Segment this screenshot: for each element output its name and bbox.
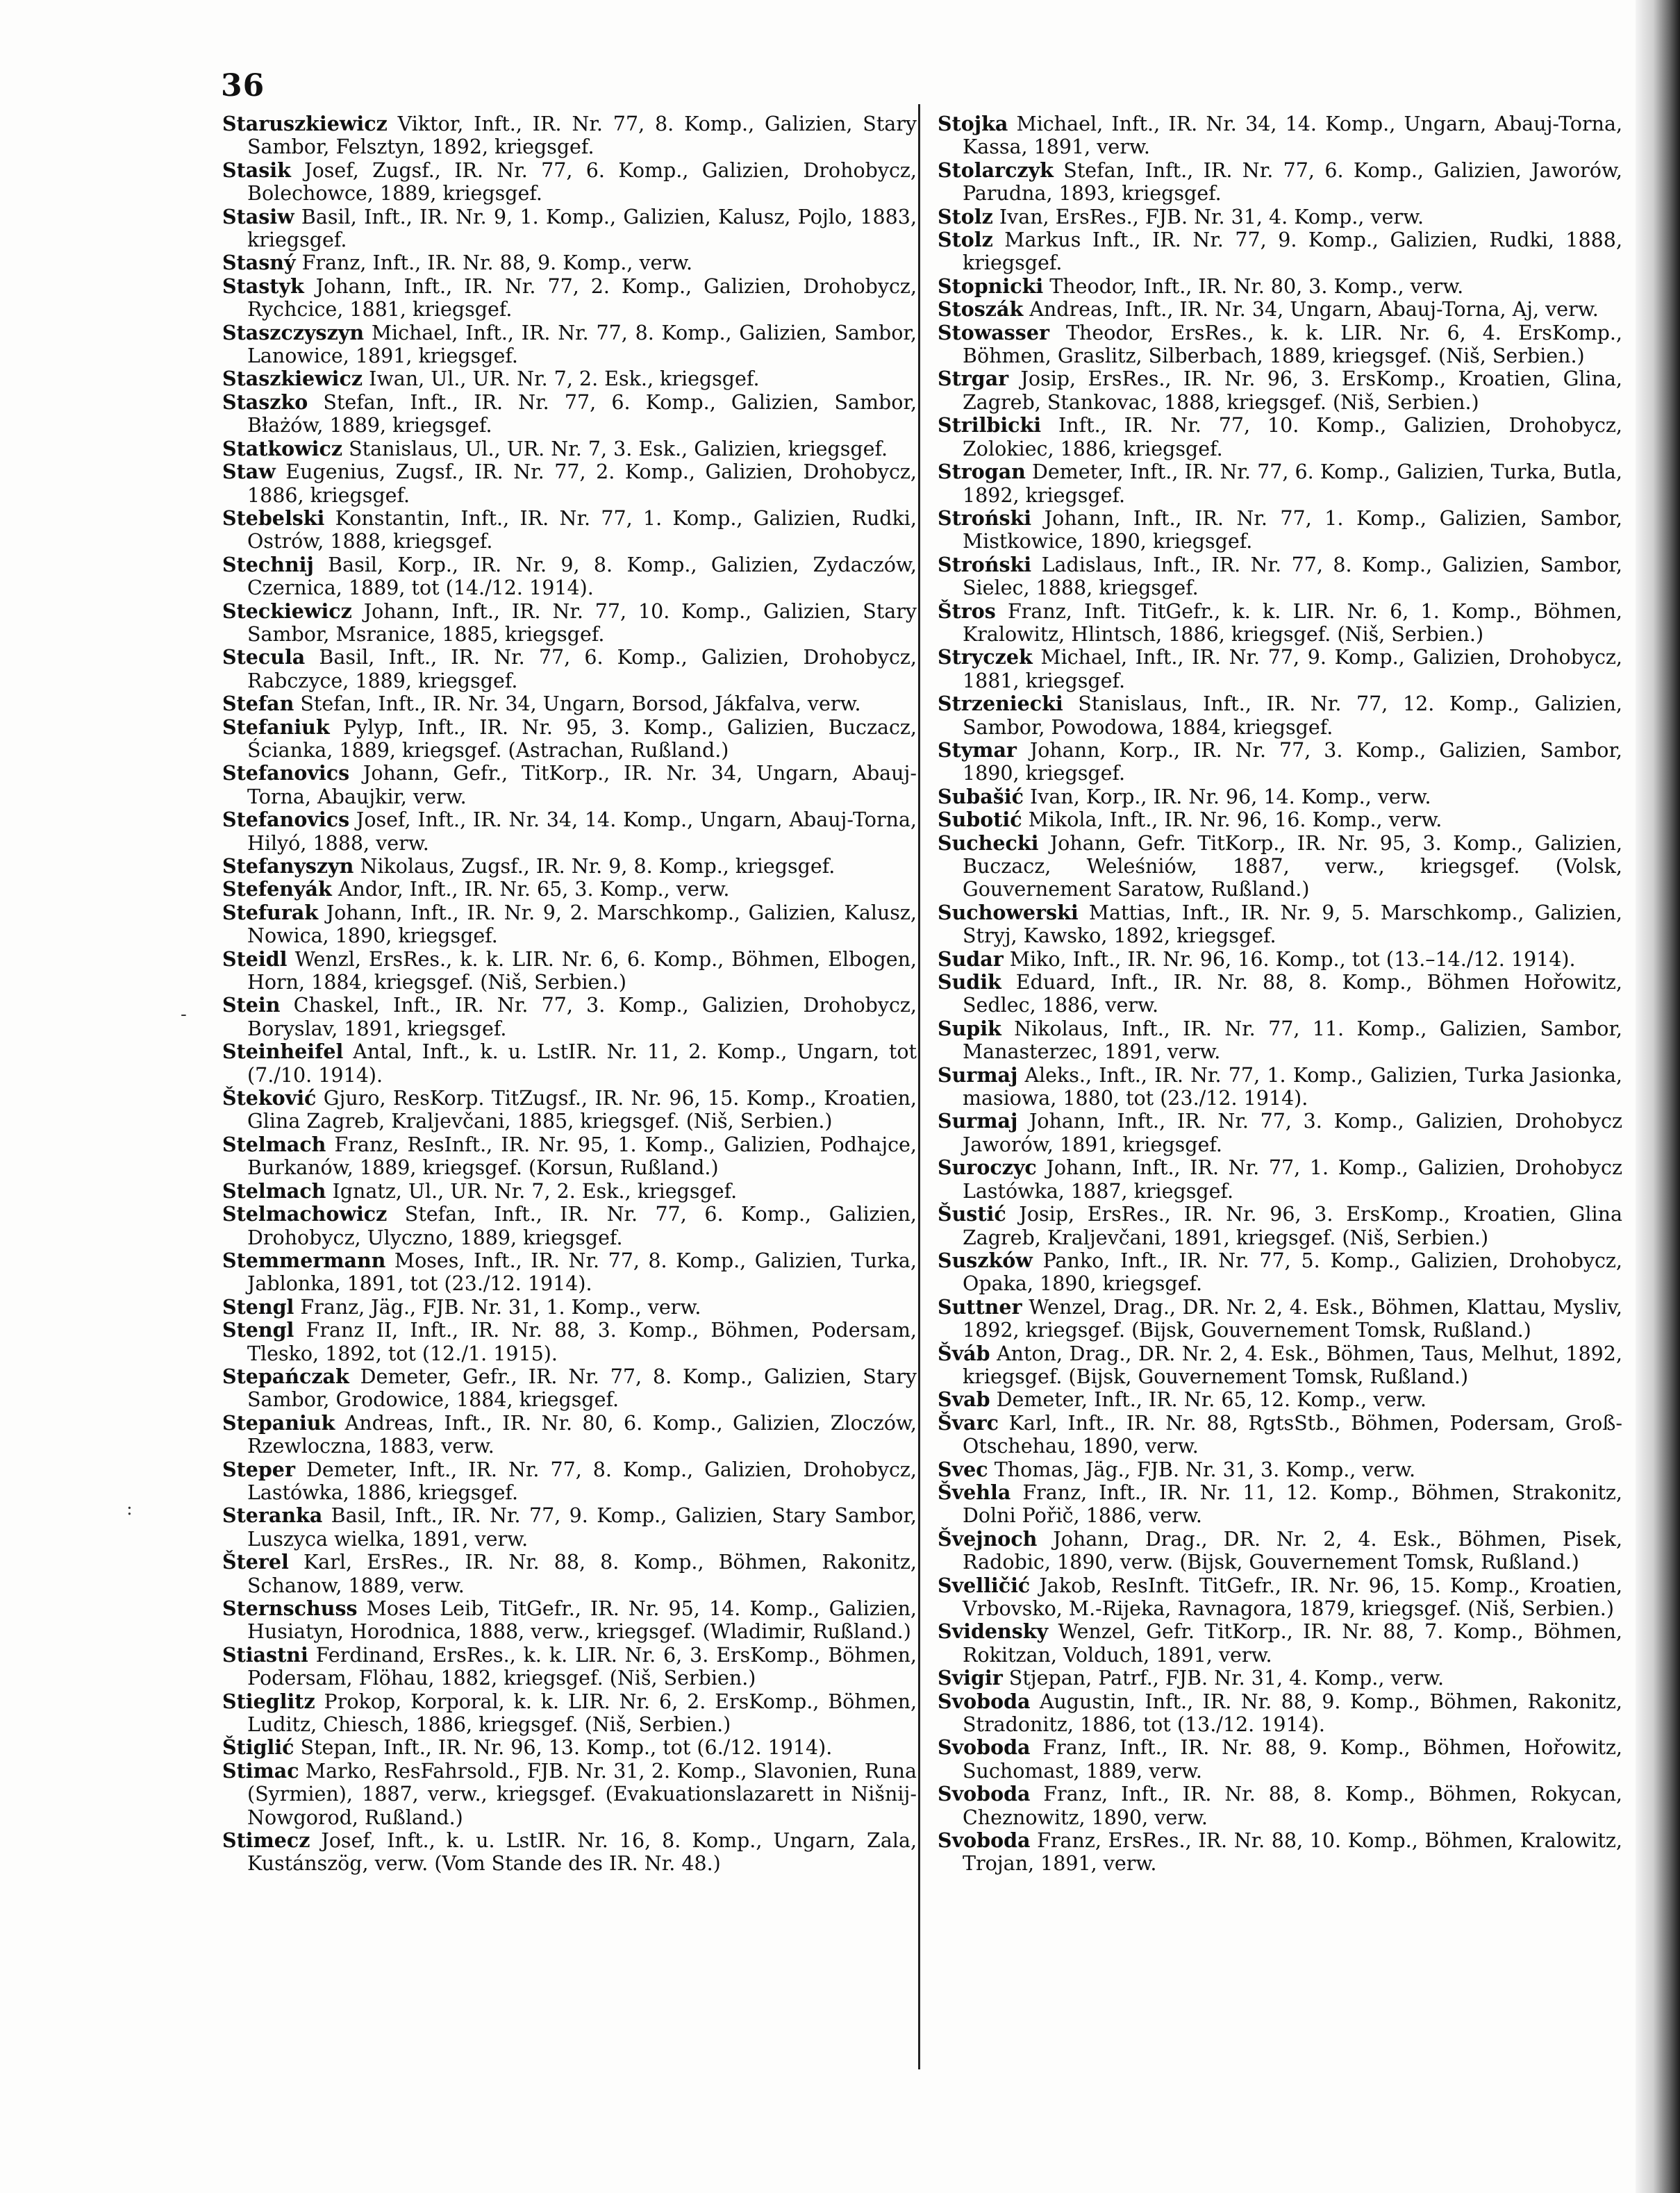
entry-surname: Stroński	[938, 506, 1032, 530]
register-entry	[938, 1690, 1622, 1737]
entry-details: Michael, Inft., IR. Nr. 77, 8. Komp., Galizien, Sambor, Lanowice, 1891, kriegsgef.	[247, 321, 917, 368]
entry-details: Miko, Inft., IR. Nr. 96, 16. Komp., tot (13.–14./12. 1914).	[1003, 947, 1576, 971]
entry-details: Stefan, Inft., IR. Nr. 77, 6. Komp., Galizien, Drohobycz, Ulyczno, 1889, kriegsgef.	[247, 1203, 917, 1249]
register-entry	[938, 159, 1622, 206]
register-entry	[938, 692, 1622, 739]
entry-surname: Stefaniuk	[222, 715, 330, 739]
entry-surname: Stiastni	[222, 1642, 308, 1667]
entry-surname: Stebelski	[222, 506, 325, 530]
entry-surname: Statkowicz	[222, 436, 343, 460]
entry-details: Iwan, Ul., UR. Nr. 7, 2. Esk., kriegsgef.	[363, 367, 760, 391]
entry-details: Prokop, Korporal, k. k. LIR. Nr. 6, 2. ErsKomp., Böhmen, Luditz, Chiesch, 1886, kriegsgef. (Niš, Serbien.)	[247, 1690, 917, 1737]
entry-details: Ivan, Korp., IR. Nr. 96, 14. Komp., verw.	[1023, 785, 1431, 808]
register-entry	[222, 762, 917, 808]
entry-details: Stefan, Inft., IR. Nr. 34, Ungarn, Borsod, Jákfalva, verw.	[294, 692, 861, 716]
margin-mark: :	[126, 1499, 133, 1519]
entry-details: Michael, Inft., IR. Nr. 77, 9. Komp., Galizien, Drohobycz, 1881, kriegsgef.	[963, 646, 1622, 692]
entry-details: Stefan, Inft., IR. Nr. 77, 6. Komp., Galizien, Sambor, Błażów, 1889, kriegsgef.	[247, 390, 917, 437]
entry-surname: Šteković	[222, 1086, 317, 1110]
entry-details: Demeter, Gefr., IR. Nr. 77, 8. Komp., Galizien, Stary Sambor, Grodowice, 1884, kriegsgef.	[247, 1365, 917, 1412]
entry-details: Pylyp, Inft., IR. Nr. 95, 3. Komp., Galizien, Buczacz, Ścianka, 1889, kriegsgef. (Astrachan, Rußland.)	[247, 715, 917, 762]
entry-surname: Šterel	[222, 1550, 289, 1574]
register-entry	[938, 1156, 1622, 1203]
entry-details: Johann, Inft., IR. Nr. 77, 10. Komp., Galizien, Stary Sambor, Msranice, 1885, kriegsgef.	[247, 599, 917, 646]
register-entry	[938, 1017, 1622, 1064]
page-number: 36	[221, 68, 265, 103]
entry-details: Stanislaus, Inft., IR. Nr. 77, 12. Komp., Galizien, Sambor, Powodowa, 1884, kriegsgef.	[963, 692, 1622, 739]
register-entry	[222, 1296, 917, 1319]
entry-details: Johann, Inft., IR. Nr. 77, 1. Komp., Galizien, Drohobycz Lastówka, 1887, kriegsgef.	[963, 1156, 1622, 1203]
entry-details: Franz, Jäg., FJB. Nr. 31, 1. Komp., verw.	[294, 1295, 701, 1319]
register-entry	[938, 367, 1622, 414]
entry-surname: Subotić	[938, 808, 1022, 832]
entry-details: Wenzel, Gefr. TitKorp., IR. Nr. 88, 7. Komp., Böhmen, Rokitzan, Volduch, 1891, verw.	[963, 1620, 1622, 1667]
register-entry	[222, 275, 917, 322]
entry-details: Basil, Korp., IR. Nr. 9, 8. Komp., Galizien, Zydaczów, Czernica, 1889, tot (14./12. 1914).	[247, 553, 917, 600]
register-entry	[938, 1528, 1622, 1574]
entry-details: Josef, Inft., IR. Nr. 34, 14. Komp., Ungarn, Abauj-Torna, Hilyó, 1888, verw.	[247, 808, 917, 855]
entry-surname: Svidensky	[938, 1619, 1049, 1644]
entry-details: Ferdinand, ErsRes., k. k. LIR. Nr. 6, 3. ErsKomp., Böhmen, Podersam, Flöhau, 1882, kriegsgef. (Niš, Serbien.)	[247, 1643, 917, 1690]
entry-details: Moses, Inft., IR. Nr. 77, 8. Komp., Galizien, Turka, Jablonka, 1891, tot (23./12. 1914).	[247, 1249, 917, 1296]
register-entry	[938, 112, 1622, 159]
entry-details: Stanislaus, Ul., UR. Nr. 7, 3. Esk., Galizien, kriegsgef.	[342, 437, 888, 460]
register-entry	[222, 878, 917, 901]
register-entry	[938, 1829, 1622, 1876]
register-entry	[222, 600, 917, 647]
entry-surname: Svoboda	[938, 1828, 1031, 1853]
register-entry	[938, 600, 1622, 647]
register-entry	[938, 901, 1622, 948]
entry-surname: Stepaniuk	[222, 1410, 335, 1435]
entry-details: Franz, Inft., IR. Nr. 11, 12. Komp., Böhmen, Strakonitz, Dolni Pořič, 1886, verw.	[963, 1481, 1622, 1528]
register-entry	[222, 1458, 917, 1505]
register-entry	[222, 391, 917, 437]
entry-details: Theodor, ErsRes., k. k. LIR. Nr. 6, 4. ErsKomp., Böhmen, Graslitz, Silberbach, 1889, kriegsgef. (Niš, Serbien.)	[963, 321, 1622, 368]
entry-surname: Stimac	[222, 1758, 299, 1783]
column-divider	[918, 104, 920, 2069]
entry-surname: Stelmachowicz	[222, 1202, 388, 1226]
entry-surname: Stolarczyk	[938, 158, 1054, 182]
register-entry	[222, 855, 917, 878]
entry-surname: Strogan	[938, 460, 1026, 484]
right-column	[938, 112, 1622, 1876]
entry-details: Karl, Inft., IR. Nr. 88, RgtsStb., Böhmen, Podersam, Groß-Otschehau, 1890, verw.	[963, 1411, 1622, 1458]
register-entry	[222, 1412, 917, 1458]
entry-details: Johann, Korp., IR. Nr. 77, 3. Komp., Galizien, Sambor, 1890, kriegsgef.	[963, 738, 1622, 785]
entry-details: Antal, Inft., k. u. LstIR. Nr. 11, 2. Komp., Ungarn, tot (7./10. 1914).	[247, 1040, 917, 1087]
register-entry	[938, 1203, 1622, 1249]
register-entry	[938, 1574, 1622, 1621]
register-entry	[938, 322, 1622, 368]
entry-surname: Suszków	[938, 1248, 1033, 1272]
entry-surname: Stefanyszyn	[222, 854, 354, 878]
register-entry	[222, 1690, 917, 1737]
register-entry	[222, 1180, 917, 1203]
entry-surname: Staszkiewicz	[222, 367, 363, 391]
register-entry	[222, 1829, 917, 1876]
register-entry	[222, 1133, 917, 1180]
entry-surname: Svoboda	[938, 1782, 1031, 1806]
entry-surname: Stefanovics	[222, 761, 350, 785]
entry-details: Michael, Inft., IR. Nr. 34, 14. Komp., Ungarn, Abauj-Torna, Kassa, 1891, verw.	[963, 112, 1622, 159]
register-entry	[222, 1551, 917, 1597]
entry-surname: Štros	[938, 599, 996, 623]
entry-details: Jakob, ResInft. TitGefr., IR. Nr. 96, 15. Komp., Kroatien, Vrbovsko, M.-Rijeka, Ravnagora, 1879, kriegsgef. (Niš, Serbien.)	[963, 1574, 1622, 1620]
entry-details: Mikola, Inft., IR. Nr. 96, 16. Komp., verw.	[1022, 808, 1442, 832]
entry-details: Nikolaus, Zugsf., IR. Nr. 9, 8. Komp., kriegsgef.	[354, 855, 835, 878]
register-entry	[938, 1620, 1622, 1667]
register-entry	[222, 112, 917, 159]
entry-surname: Strzeniecki	[938, 692, 1063, 716]
register-entry	[938, 1249, 1622, 1296]
entry-surname: Suchecki	[938, 831, 1039, 855]
register-entry	[222, 1365, 917, 1412]
entry-surname: Stefanovics	[222, 808, 350, 832]
entry-details: Josip, ErsRes., IR. Nr. 96, 3. ErsKomp., Kroatien, Glina, Zagreb, Stankovac, 1888, kriegsgef. (Niš, Serbien.)	[963, 367, 1622, 414]
register-entry	[222, 206, 917, 252]
entry-surname: Svoboda	[938, 1735, 1031, 1760]
register-entry	[938, 1296, 1622, 1342]
entry-details: Ladislaus, Inft., IR. Nr. 77, 8. Komp., Galizien, Sambor, Sielec, 1888, kriegsgef.	[963, 553, 1622, 600]
entry-surname: Steinheifel	[222, 1040, 344, 1064]
entry-surname: Stastyk	[222, 274, 304, 298]
register-entry	[938, 206, 1622, 228]
entry-surname: Svec	[938, 1457, 988, 1481]
entry-details: Johann, Drag., DR. Nr. 2, 4. Esk., Böhmen, Pisek, Radobic, 1890, verw. (Bijsk, Gouvernement Tomsk, Rußland.)	[963, 1527, 1622, 1574]
entry-surname: Strilbicki	[938, 413, 1042, 437]
register-entry	[222, 251, 917, 274]
register-entry	[222, 322, 917, 368]
entry-surname: Supik	[938, 1016, 1001, 1040]
register-entry	[938, 1110, 1622, 1156]
entry-details: Mattias, Inft., IR. Nr. 9, 5. Marschkomp., Galizien, Stryj, Kawsko, 1892, kriegsgef.	[963, 901, 1622, 948]
entry-surname: Stolz	[938, 204, 993, 228]
entry-details: Augustin, Inft., IR. Nr. 88, 9. Komp., Böhmen, Rakonitz, Stradonitz, 1886, tot (13./12. 1914).	[963, 1690, 1622, 1737]
register-entry	[222, 901, 917, 948]
entry-surname: Stein	[222, 993, 281, 1017]
register-entry	[938, 1064, 1622, 1110]
register-entry	[938, 507, 1622, 553]
entry-surname: Stryczek	[938, 645, 1033, 669]
entry-details: Moses Leib, TitGefr., IR. Nr. 95, 14. Komp., Galizien, Husiatyn, Horodnica, 1888, verw., kriegsgef. (Wladimir, Rußland.)	[247, 1597, 917, 1644]
register-entry	[938, 460, 1622, 507]
register-entry	[938, 1342, 1622, 1389]
register-entry	[938, 1412, 1622, 1458]
entry-details: Eduard, Inft., IR. Nr. 88, 8. Komp., Böhmen Hořowitz, Sedlec, 1886, verw.	[963, 971, 1622, 1017]
register-entry	[938, 646, 1622, 692]
register-entry	[222, 692, 917, 715]
entry-surname: Stieglitz	[222, 1689, 315, 1713]
entry-details: Theodor, Inft., IR. Nr. 80, 3. Komp., verw.	[1043, 274, 1464, 298]
register-entry	[222, 1597, 917, 1644]
register-entry	[938, 832, 1622, 901]
register-entry	[222, 1040, 917, 1087]
entry-details: Thomas, Jäg., FJB. Nr. 31, 3. Komp., verw.	[988, 1458, 1416, 1481]
entry-details: Johann, Inft., IR. Nr. 77, 1. Komp., Galizien, Sambor, Mistkowice, 1890, kriegsgef.	[963, 506, 1622, 553]
entry-surname: Sudik	[938, 970, 1001, 994]
entry-surname: Stelmach	[222, 1132, 326, 1156]
entry-details: Basil, Inft., IR. Nr. 9, 1. Komp., Galizien, Kalusz, Pojlo, 1883, kriegsgef.	[247, 205, 917, 252]
entry-surname: Stepańczak	[222, 1364, 349, 1388]
entry-surname: Stengl	[222, 1294, 294, 1319]
entry-surname: Štiglić	[222, 1735, 294, 1760]
entry-details: Franz, Inft. TitGefr., k. k. LIR. Nr. 6, 1. Komp., Böhmen, Kralowitz, Hlintsch, 1886, kriegsgef. (Niš, Serbien.)	[963, 599, 1622, 646]
entry-details: Demeter, Inft., IR. Nr. 65, 12. Komp., verw.	[990, 1388, 1427, 1412]
entry-surname: Surmaj	[938, 1062, 1018, 1087]
register-entry	[938, 1736, 1622, 1783]
entry-details: Josip, ErsRes., IR. Nr. 96, 3. ErsKomp., Kroatien, Glina Zagreb, Kraljevčani, 1891, kriegsgef. (Niš, Serbien.)	[963, 1203, 1622, 1249]
entry-details: Eugenius, Zugsf., IR. Nr. 77, 2. Komp., Galizien, Drohobycz, 1886, kriegsgef.	[247, 460, 917, 507]
entry-surname: Svoboda	[938, 1689, 1031, 1713]
register-entry	[222, 1203, 917, 1249]
entry-details: Basil, Inft., IR. Nr. 77, 6. Komp., Galizien, Drohobycz, Rabczyce, 1889, kriegsgef.	[247, 646, 917, 692]
entry-details: Josef, Inft., k. u. LstIR. Nr. 16, 8. Komp., Ungarn, Zala, Kustánszög, verw. (Vom Stande des IR. Nr. 48.)	[247, 1829, 917, 1876]
entry-surname: Svab	[938, 1387, 990, 1412]
margin-mark: -	[181, 1004, 187, 1025]
entry-details: Stefan, Inft., IR. Nr. 77, 6. Komp., Galizien, Jaworów, Parudna, 1893, kriegsgef.	[963, 158, 1622, 206]
entry-surname: Svelličić	[938, 1573, 1031, 1597]
entry-details: Stepan, Inft., IR. Nr. 96, 13. Komp., tot (6./12. 1914).	[294, 1736, 833, 1760]
register-entry	[938, 1783, 1622, 1829]
entry-details: Aleks., Inft., IR. Nr. 77, 1. Komp., Galizien, Turka Jasionka, masiowa, 1880, tot (23./12. 1914).	[963, 1063, 1622, 1110]
register-entry	[222, 808, 917, 855]
register-entry	[938, 228, 1622, 275]
entry-details: Josef, Zugsf., IR. Nr. 77, 6. Komp., Galizien, Drohobycz, Bolechowce, 1889, kriegsgef.	[247, 158, 917, 206]
entry-surname: Subašić	[938, 784, 1024, 808]
entry-details: Andor, Inft., IR. Nr. 65, 3. Komp., verw.	[331, 878, 730, 901]
entry-details: Johann, Gefr. TitKorp., IR. Nr. 95, 3. Komp., Galizien, Buczacz, Weleśniów, 1887, verw., kriegsgef. (Volsk, Gouvernement Saratow, Rußland.)	[963, 831, 1622, 901]
entry-details: Nikolaus, Inft., IR. Nr. 77, 11. Komp., Galizien, Sambor, Manasterzec, 1891, verw.	[963, 1017, 1622, 1064]
register-entry	[938, 971, 1622, 1017]
entry-details: Viktor, Inft., IR. Nr. 77, 8. Komp., Galizien, Stary Sambor, Felsztyn, 1892, kriegsgef.	[247, 112, 917, 159]
entry-details: Franz, Inft., IR. Nr. 88, 9. Komp., verw.	[295, 251, 693, 275]
entry-details: Johann, Inft., IR. Nr. 77, 3. Komp., Galizien, Drohobycz Jaworów, 1891, kriegsgef.	[963, 1110, 1622, 1156]
register-entry	[938, 1481, 1622, 1528]
entry-details: Wenzl, ErsRes., k. k. LIR. Nr. 6, 6. Komp., Böhmen, Elbogen, Horn, 1884, kriegsgef. (Niš, Serbien.)	[247, 947, 917, 994]
register-entry	[222, 437, 917, 460]
register-entry	[938, 948, 1622, 971]
register-entry	[222, 1249, 917, 1296]
register-entry	[222, 507, 917, 553]
entry-surname: Staszczyszyn	[222, 320, 365, 344]
entry-details: Johann, Inft., IR. Nr. 9, 2. Marschkomp., Galizien, Kalusz, Nowica, 1890, kriegsgef.	[247, 901, 917, 948]
entry-details: Ivan, ErsRes., FJB. Nr. 31, 4. Komp., verw.	[992, 205, 1424, 228]
entry-surname: Sternschuss	[222, 1596, 358, 1620]
entry-details: Franz, ErsRes., IR. Nr. 88, 10. Komp., Böhmen, Kralowitz, Trojan, 1891, verw.	[963, 1829, 1622, 1876]
entry-details: Johann, Gefr., TitKorp., IR. Nr. 34, Ungarn, Abauj-Torna, Abaujkir, verw.	[247, 762, 917, 808]
scan-edge-shadow	[1636, 0, 1680, 2193]
entry-surname: Stoszák	[938, 297, 1024, 322]
entry-surname: Sudar	[938, 947, 1004, 971]
register-entry	[222, 1644, 917, 1690]
entry-details: Ignatz, Ul., UR. Nr. 7, 2. Esk., kriegsgef.	[326, 1179, 738, 1203]
entry-surname: Suroczyc	[938, 1156, 1037, 1180]
entry-surname: Strgar	[938, 367, 1009, 391]
entry-details: Anton, Drag., DR. Nr. 2, 4. Esk., Böhmen, Taus, Melhut, 1892, kriegsgef. (Bijsk, Gouvernement Tomsk, Rußland.)	[963, 1342, 1622, 1388]
entry-details: Andreas, Inft., IR. Nr. 80, 6. Komp., Galizien, Zloczów, Rzewloczna, 1883, verw.	[247, 1411, 917, 1458]
entry-surname: Surmaj	[938, 1109, 1018, 1133]
entry-surname: Stefan	[222, 692, 294, 716]
left-column	[222, 112, 917, 1876]
entry-surname: Stasiw	[222, 204, 294, 228]
entry-details: Demeter, Inft., IR. Nr. 77, 6. Komp., Galizien, Turka, Butla, 1892, kriegsgef.	[963, 460, 1622, 507]
register-entry	[938, 298, 1622, 321]
entry-surname: Stowasser	[938, 320, 1049, 344]
entry-details: Andreas, Inft., IR. Nr. 34, Ungarn, Abauj-Torna, Aj, verw.	[1023, 298, 1599, 322]
entry-details: Basil, Inft., IR. Nr. 77, 9. Komp., Galizien, Stary Sambor, Luszyca wielka, 1891, verw.	[247, 1504, 917, 1551]
entry-surname: Staruszkiewicz	[222, 112, 388, 135]
register-entry	[938, 785, 1622, 808]
register-entry	[938, 275, 1622, 298]
entry-details: Karl, ErsRes., IR. Nr. 88, 8. Komp., Böhmen, Rakonitz, Schanow, 1889, verw.	[247, 1551, 917, 1597]
entry-details: Konstantin, Inft., IR. Nr. 77, 1. Komp., Galizien, Rudki, Ostrów, 1888, kriegsgef.	[247, 506, 917, 553]
entry-details: Gjuro, ResKorp. TitZugsf., IR. Nr. 96, 15. Komp., Kroatien, Glina Zagreb, Kraljevčani, 1885, kriegsgef. (Niš, Serbien.)	[247, 1087, 917, 1133]
entry-details: Franz, ResInft., IR. Nr. 95, 1. Komp., Galizien, Podhajce, Burkanów, 1889, kriegsgef. (Korsun, Rußland.)	[247, 1133, 917, 1180]
entry-surname: Staw	[222, 460, 276, 484]
entry-surname: Svigir	[938, 1666, 1003, 1690]
register-entry	[222, 553, 917, 600]
entry-details: Franz, Inft., IR. Nr. 88, 8. Komp., Böhmen, Rokycan, Cheznowitz, 1890, verw.	[963, 1783, 1622, 1829]
register-entry	[222, 1319, 917, 1365]
entry-surname: Steckiewicz	[222, 599, 352, 623]
entry-surname: Stecula	[222, 645, 306, 669]
register-entry	[222, 1760, 917, 1829]
register-entry	[938, 1458, 1622, 1481]
entry-surname: Stechnij	[222, 552, 314, 576]
entry-surname: Steranka	[222, 1503, 323, 1528]
entry-surname: Steidl	[222, 947, 288, 971]
register-entry	[222, 716, 917, 762]
entry-surname: Stolz	[938, 228, 993, 252]
register-entry	[222, 159, 917, 206]
entry-surname: Stefenyák	[222, 877, 332, 901]
register-entry	[938, 414, 1622, 460]
register-entry	[222, 948, 917, 994]
entry-details: Franz, Inft., IR. Nr. 88, 9. Komp., Böhmen, Hořowitz, Suchomast, 1889, verw.	[963, 1736, 1622, 1783]
entry-surname: Šustić	[938, 1202, 1006, 1226]
register-entry	[222, 994, 917, 1040]
entry-surname: Švehla	[938, 1480, 1011, 1504]
register-entry	[938, 1667, 1622, 1690]
entry-surname: Steper	[222, 1457, 295, 1481]
entry-surname: Stasný	[222, 251, 296, 275]
entry-surname: Suchowerski	[938, 900, 1079, 924]
register-entry	[222, 646, 917, 692]
entry-surname: Stengl	[222, 1318, 294, 1342]
register-entry	[222, 367, 917, 390]
entry-surname: Stasik	[222, 158, 291, 182]
entry-details: Panko, Inft., IR. Nr. 77, 5. Komp., Galizien, Drohobycz, Opaka, 1890, kriegsgef.	[963, 1249, 1622, 1296]
entry-details: Markus Inft., IR. Nr. 77, 9. Komp., Galizien, Rudki, 1888, kriegsgef.	[963, 228, 1622, 275]
entry-details: Chaskel, Inft., IR. Nr. 77, 3. Komp., Galizien, Drohobycz, Boryslav, 1891, kriegsgef.	[247, 994, 917, 1040]
entry-surname: Stroński	[938, 552, 1032, 576]
entry-details: Franz II, Inft., IR. Nr. 88, 3. Komp., Böhmen, Podersam, Tlesko, 1892, tot (12./1. 1915).	[247, 1319, 917, 1365]
register-entry	[222, 1736, 917, 1759]
entry-surname: Stopnicki	[938, 274, 1044, 298]
entry-details: Demeter, Inft., IR. Nr. 77, 8. Komp., Galizien, Drohobycz, Lastówka, 1886, kriegsgef.	[247, 1458, 917, 1504]
entry-surname: Stimecz	[222, 1828, 310, 1853]
register-entry	[938, 553, 1622, 600]
entry-surname: Suttner	[938, 1294, 1022, 1319]
entry-surname: Stelmach	[222, 1178, 326, 1203]
register-entry	[222, 460, 917, 507]
entry-details: Wenzel, Drag., DR. Nr. 2, 4. Esk., Böhmen, Klattau, Mysliv, 1892, kriegsgef. (Bijsk, Gouvernement Tomsk, Rußland.)	[963, 1295, 1622, 1342]
entry-details: Stjepan, Patrf., FJB. Nr. 31, 4. Komp., verw.	[1002, 1667, 1445, 1690]
entry-details: Johann, Inft., IR. Nr. 77, 2. Komp., Galizien, Drohobycz, Rychcice, 1881, kriegsgef.	[247, 274, 917, 322]
entry-surname: Švejnoch	[938, 1526, 1038, 1551]
register-entry	[938, 808, 1622, 831]
entry-surname: Švarc	[938, 1410, 999, 1435]
register-entry	[222, 1504, 917, 1551]
entry-details: Inft., IR. Nr. 77, 10. Komp., Galizien, Drohobycz, Zolokiec, 1886, kriegsgef.	[963, 414, 1622, 460]
entry-surname: Stojka	[938, 112, 1008, 135]
register-entry	[222, 1087, 917, 1133]
entry-surname: Staszko	[222, 390, 308, 414]
register-entry	[938, 739, 1622, 785]
entry-details: Marko, ResFahrsold., FJB. Nr. 31, 2. Komp., Slavonien, Runa (Syrmien), 1887, verw., kriegsgef. (Evakuationslazarett in Nišnij-Nowgorod, Rußland.)	[247, 1759, 917, 1829]
register-entry	[938, 1388, 1622, 1411]
entry-surname: Stemmermann	[222, 1248, 386, 1272]
entry-surname: Stefurak	[222, 900, 319, 924]
entry-surname: Šváb	[938, 1341, 990, 1365]
entry-surname: Stymar	[938, 737, 1017, 762]
